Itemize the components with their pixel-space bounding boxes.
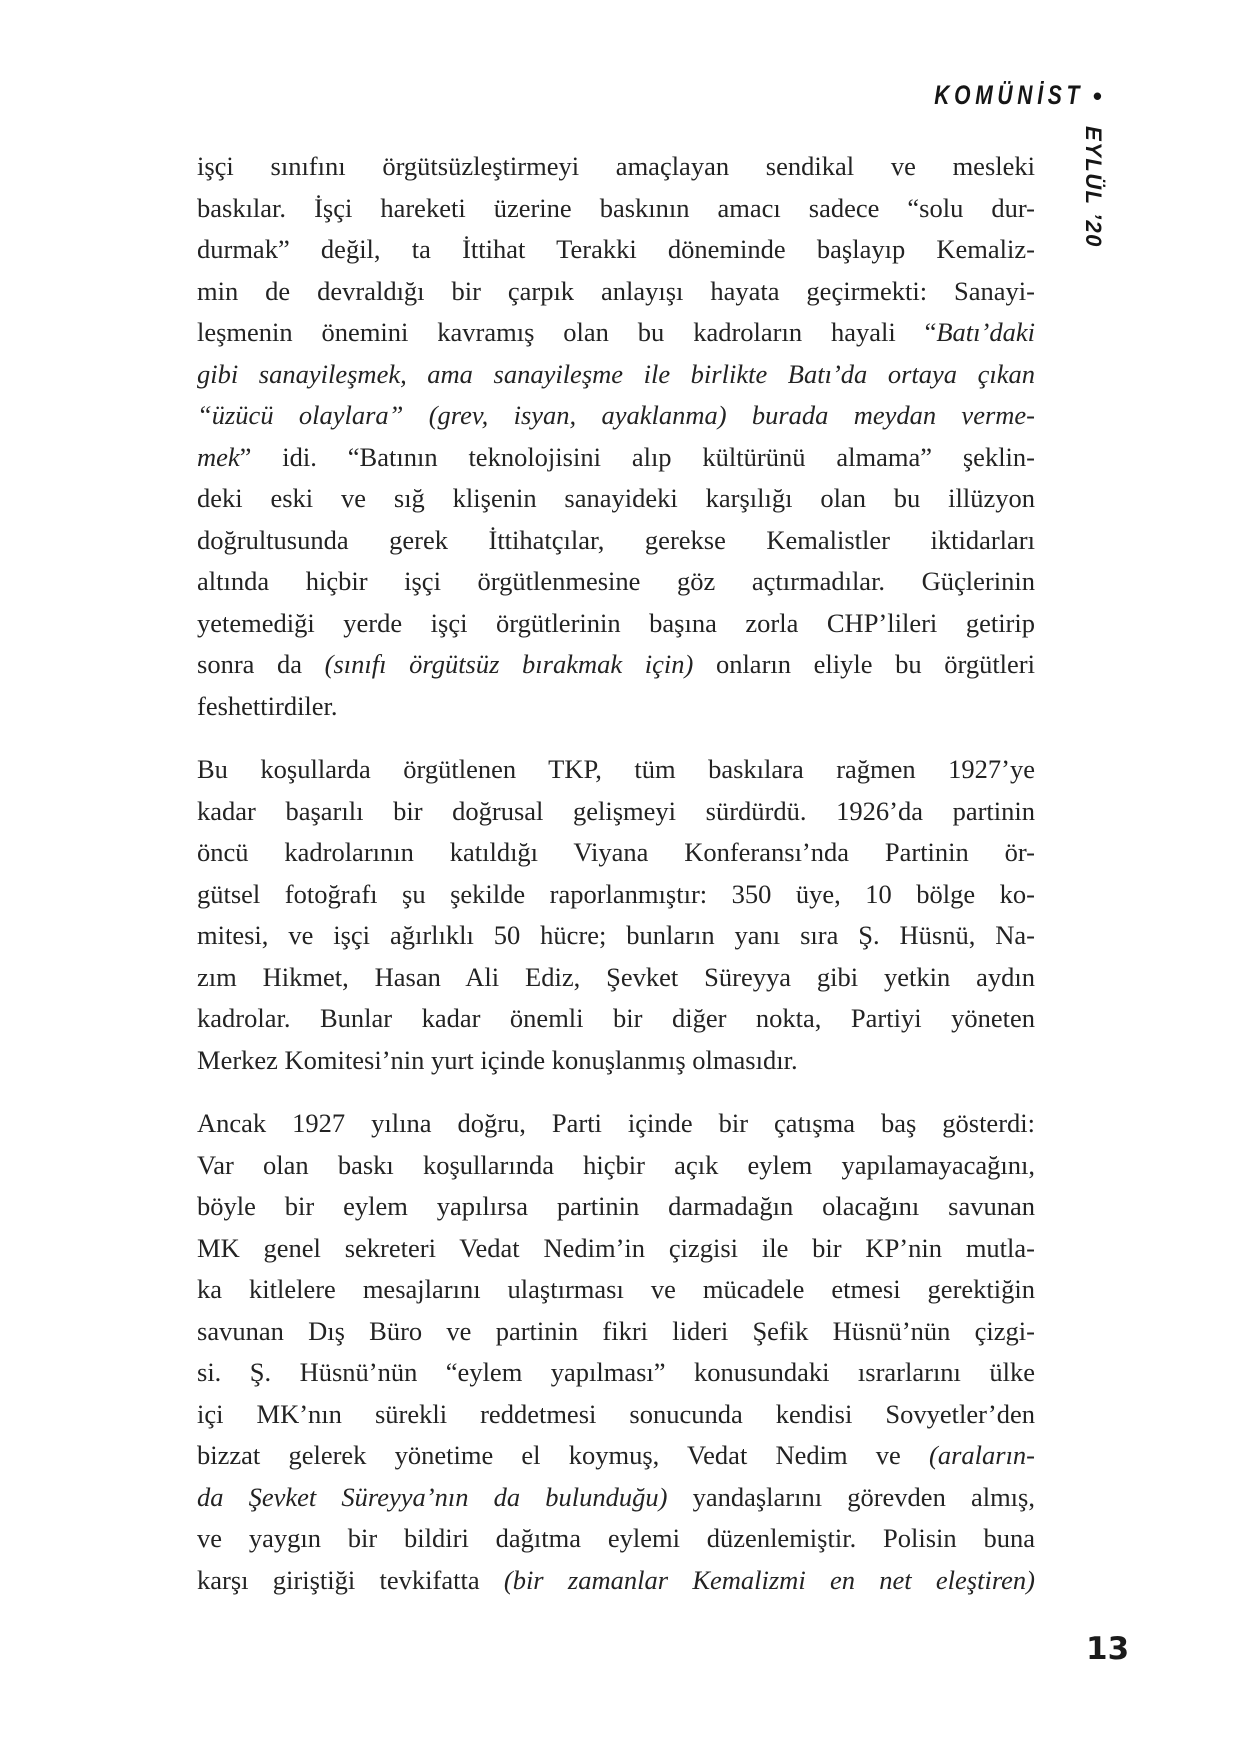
text-run: baskılar. İşçi hareketi üzerine baskının amacı sadece “solu dur- [197, 192, 1035, 223]
text-line [197, 1477, 1035, 1519]
text-run: leşmenin önemini kavramış olan bu kadroların hayali “ [197, 317, 937, 347]
text-line [197, 874, 1035, 916]
text-line [197, 520, 1035, 562]
text-line [197, 644, 1035, 686]
text-run: karşı giriştiği tevkifatta [197, 1564, 504, 1595]
text-run: ka kitlelere mesajlarını ulaştırması ve mücadele etmesi gerektiğin [197, 1274, 1035, 1304]
text-line [197, 188, 1035, 230]
text-line [197, 561, 1035, 603]
text-run: deki eski ve sığ klişenin sanayideki karşılığı olan bu illüzyon [197, 483, 1035, 513]
text-run: yetemediği yerde işçi örgütlerinin başına zorla CHP’lileri getirip [197, 607, 1035, 638]
text-line [197, 271, 1035, 313]
text-run: öncü kadrolarının katıldığı Viyana Konferansı’nda Partinin ör- [197, 837, 1035, 867]
text-run: Bu koşullarda örgütlenen TKP, tüm baskılara rağmen 1927’ye [197, 754, 1035, 784]
text-run: si. Ş. Hüsnü’nün “eylem yapılması” konusundaki ısrarlarını ülke [197, 1357, 1035, 1387]
paragraph [197, 1103, 1035, 1601]
running-header [892, 80, 1102, 111]
text-run: feshettirdiler. [197, 690, 338, 721]
text-run: Ancak 1927 yılına doğru, Parti içinde bir çatışma baş gösterdi: [197, 1108, 1035, 1138]
text-line [197, 1560, 1035, 1602]
text-line [197, 1103, 1035, 1145]
text-line [197, 395, 1035, 437]
text-line [197, 603, 1035, 645]
italic-text-run: (bir zamanlar Kemalizmi en net eleştiren) [503, 1564, 1035, 1595]
text-line [197, 1145, 1035, 1187]
text-line [197, 437, 1035, 479]
text-line [197, 1394, 1035, 1436]
text-line [197, 1040, 1035, 1082]
italic-text-run: (sınıfı örgütsüz bırakmak için) [324, 649, 694, 679]
text-run: altında hiçbir işçi örgütlenmesine göz açtırmadılar. Güçlerinin [197, 566, 1035, 596]
running-header-title: KOMÜNİST [934, 80, 1084, 110]
text-line [197, 686, 1035, 728]
text-line [197, 1352, 1035, 1394]
issue-date-label: EYLÜL ’20 [1081, 126, 1106, 248]
text-line [197, 832, 1035, 874]
text-run: onların eliyle bu örgütleri [693, 649, 1035, 679]
text-run: gütsel fotoğrafı şu şekilde raporlanmıştır: 350 üye, 10 bölge ko- [197, 878, 1035, 909]
text-line [197, 478, 1035, 520]
text-line [197, 998, 1035, 1040]
text-run: MK genel sekreteri Vedat Nedim’in çizgisi ile bir KP’nin mutla- [197, 1232, 1035, 1263]
paragraph [197, 146, 1035, 727]
text-line [197, 146, 1035, 188]
text-run: bizzat gelerek yönetime el koymuş, Vedat Nedim ve [197, 1440, 929, 1470]
italic-text-run: (araların- [929, 1440, 1035, 1470]
text-run: min de devraldığı bir çarpık anlayışı hayata geçirmekti: Sanayi- [197, 275, 1035, 306]
paragraph [197, 749, 1035, 1081]
text-run: işçi sınıfını örgütsüzleştirmeyi amaçlayan sendikal ve mesleki [197, 151, 1035, 181]
text-run: doğrultusunda gerek İttihatçılar, gerekse Kemalistler iktidarları [197, 524, 1035, 555]
italic-text-run: da Şevket Süreyya’nın da bulunduğu) [197, 1481, 668, 1512]
text-line [197, 1269, 1035, 1311]
text-run: Var olan baskı koşullarında hiçbir açık eylem yapılamayacağını, [197, 1149, 1035, 1180]
page-body-text [197, 146, 1035, 1601]
text-line [197, 312, 1035, 354]
text-run: ” idi. “Batının teknolojisini alıp kültürünü almama” şeklin- [239, 441, 1035, 472]
text-line [197, 1228, 1035, 1270]
text-run: ve yaygın bir bildiri dağıtma eylemi düzenlemiştir. Polisin buna [197, 1523, 1035, 1553]
text-run: içi MK’nın sürekli reddetmesi sonucunda kendisi Sovyetler’den [197, 1398, 1035, 1429]
page-number: 13 [1086, 1631, 1130, 1667]
text-run: böyle bir eylem yapılırsa partinin darmadağın olacağını savunan [197, 1191, 1035, 1221]
text-run: sonra da [197, 649, 325, 679]
text-run: zım Hikmet, Hasan Ali Ediz, Şevket Süreyya gibi yetkin aydın [197, 961, 1035, 992]
italic-text-run: “üzücü olaylara” (grev, isyan, ayaklanma) burada meydan verme- [197, 400, 1035, 430]
text-line [197, 1518, 1035, 1560]
text-run: savunan Dış Büro ve partinin fikri lideri Şefik Hüsnü’nün çizgi- [197, 1315, 1035, 1346]
text-line [197, 354, 1035, 396]
italic-text-run: mek [197, 441, 240, 472]
text-line [197, 791, 1035, 833]
text-line [197, 1435, 1035, 1477]
text-run: kadar başarılı bir doğrusal gelişmeyi sürdürdü. 1926’da partinin [197, 795, 1035, 826]
italic-text-run: Batı’daki [936, 317, 1035, 347]
text-line [197, 957, 1035, 999]
text-line [197, 915, 1035, 957]
header-bullet-icon: • [1092, 80, 1102, 111]
text-run: yandaşlarını görevden almış, [667, 1481, 1035, 1512]
text-line [197, 749, 1035, 791]
text-run: mitesi, ve işçi ağırlıklı 50 hücre; bunların yanı sıra Ş. Hüsnü, Na- [197, 920, 1035, 950]
text-line [197, 1186, 1035, 1228]
text-run: Merkez Komitesi’nin yurt içinde konuşlanmış olmasıdır. [197, 1044, 798, 1075]
text-run: durmak” değil, ta İttihat Terakki döneminde başlayıp Kemaliz- [197, 234, 1035, 264]
text-line [197, 229, 1035, 271]
italic-text-run: gibi sanayileşmek, ama sanayileşme ile birlikte Batı’da ortaya çıkan [197, 358, 1035, 389]
text-line [197, 1311, 1035, 1353]
text-run: kadrolar. Bunlar kadar önemli bir diğer nokta, Partiyi yöneten [197, 1003, 1035, 1033]
